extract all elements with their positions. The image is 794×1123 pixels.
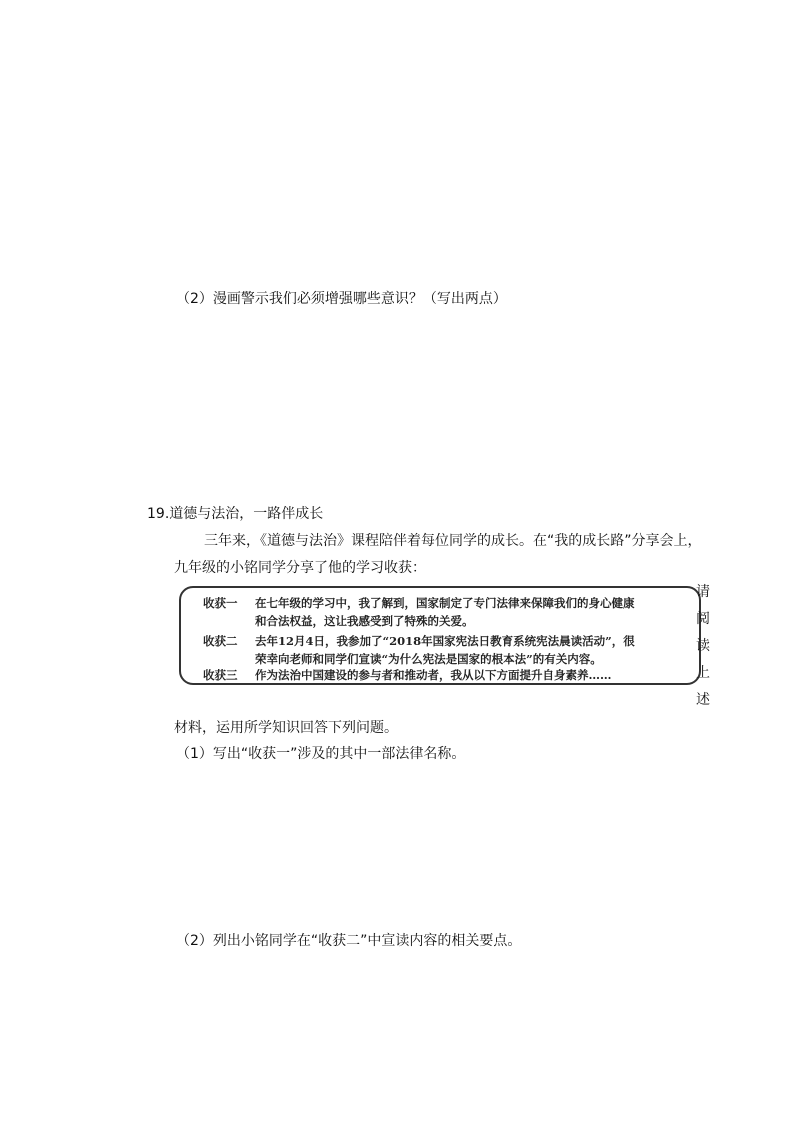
question-19-after-box: 材料，运用所学知识回答下列问题。 — [174, 720, 398, 736]
side-char: 述 — [696, 692, 710, 708]
harvest-1-line-1: 在七年级的学习中，我了解到，国家制定了专门法律来保障我们的身心健康 — [255, 596, 635, 610]
harvest-3-line-1: 作为法治中国建设的参与者和推动者，我从以下方面提升自身素养…… — [255, 668, 612, 682]
harvest-1-label: 收获一 — [203, 596, 238, 610]
harvest-1-line-2: 和合法权益，这让我感受到了特殊的关爱。 — [255, 614, 474, 628]
harvest-3-label: 收获三 — [203, 668, 238, 682]
harvest-2-line-1: 去年12月4日，我参加了“2018年国家宪法日教育系统宪法晨读活动”，很 — [255, 634, 635, 648]
question-19-intro-2: 九年级的小铭同学分享了他的学习收获： — [174, 560, 426, 576]
question-19-title: 19.道德与法治，一路伴成长 — [147, 506, 324, 522]
question-19-intro-1: 三年来，《道德与法治》课程陪伴着每位同学的成长。在“我的成长路”分享会上， — [204, 533, 702, 549]
question-19-part-2: （2）列出小铭同学在“收获二”中宣读内容的相关要点。 — [176, 933, 522, 949]
side-char: 阅 — [696, 611, 710, 627]
question-18-part-2: （2）漫画警示我们必须增强哪些意识？（写出两点） — [176, 291, 507, 307]
harvest-2-line-2: 荣幸向老师和同学们宣读“为什么宪法是国家的根本法”的有关内容。 — [255, 652, 602, 666]
harvest-2-label: 收获二 — [203, 634, 238, 648]
question-19-part-1: （1）写出“收获一”涉及的其中一部法律名称。 — [176, 746, 466, 762]
side-char: 上 — [696, 665, 710, 681]
side-char: 读 — [696, 638, 710, 654]
material-box — [179, 586, 701, 685]
side-char: 请 — [696, 584, 710, 600]
